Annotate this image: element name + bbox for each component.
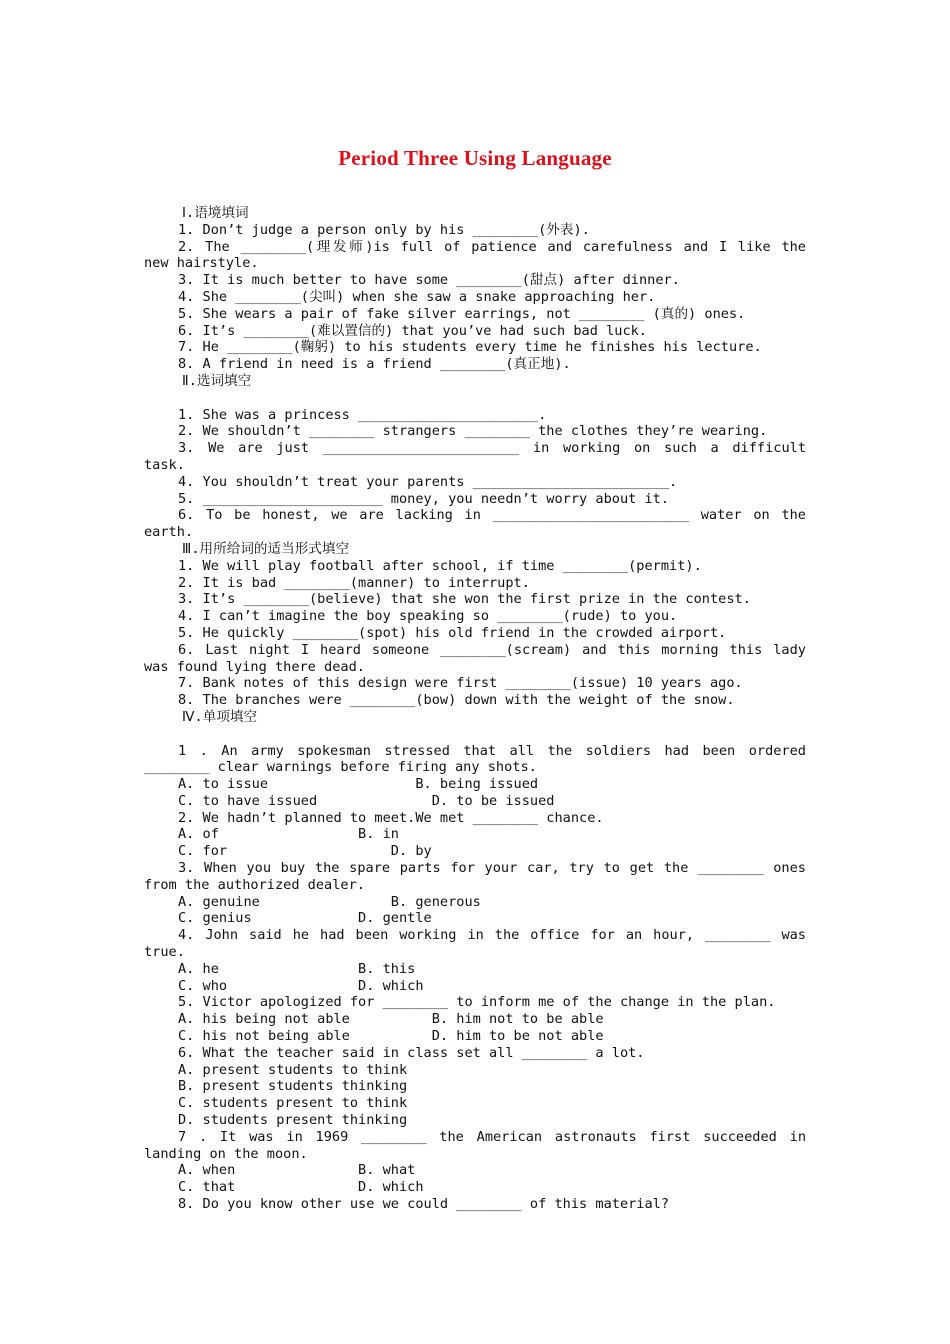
- text-line: was found lying there dead.: [144, 658, 365, 675]
- text-line: 2. We shouldn’t ________ strangers ________ the clothes they’re wearing.: [178, 423, 768, 440]
- text-line: A. present students to think: [178, 1061, 408, 1078]
- text-line: from the authorized dealer.: [144, 876, 365, 893]
- text-line: 3. It’s ________(believe) that she won the first prize in the contest.: [178, 591, 751, 608]
- text-line: 5. ______________________ money, you needn’t worry about it.: [178, 490, 670, 507]
- text-line: 6. Last night I heard someone ________(scream) and this morning this lady: [178, 641, 806, 658]
- section-heading: Ⅲ.用所给词的适当形式填空: [182, 540, 350, 557]
- text-line: C. to have issued D. to be issued: [178, 792, 555, 809]
- text-line: C. for D. by: [178, 843, 432, 860]
- text-line: 6. What the teacher said in class set all ________ a lot.: [178, 1044, 645, 1061]
- text-line: C. his not being able D. him to be not able: [178, 1028, 604, 1045]
- text-line: 5. She wears a pair of fake silver earrings, not ________ (真的) ones.: [178, 305, 746, 322]
- text-line: true.: [144, 944, 185, 961]
- text-line: A. genuine B. generous: [178, 893, 481, 910]
- text-line: 8. Do you know other use we could ________ of this material?: [178, 1196, 670, 1213]
- text-line: earth.: [144, 524, 194, 541]
- text-line: 2. It is bad ________(manner) to interrupt.: [178, 574, 530, 591]
- text-line: A. when B. what: [178, 1162, 416, 1179]
- text-line: C. students present to think: [178, 1095, 408, 1112]
- text-line: 6. To be honest, we are lacking in ________________________ water on the: [178, 507, 806, 524]
- text-line: ________ clear warnings before firing any shots.: [144, 759, 537, 776]
- text-line: 1. She was a princess ______________________.: [178, 406, 547, 423]
- text-line: 6. It’s ________(难以置信的) that you’ve had such bad luck.: [178, 322, 647, 339]
- text-line: A. his being not able B. him not to be able: [178, 1011, 604, 1028]
- text-line: task.: [144, 456, 185, 473]
- text-line: 4. She ________(尖叫) when she saw a snake approaching her.: [178, 288, 656, 305]
- text-line: 5. He quickly ________(spot) his old friend in the crowded airport.: [178, 624, 727, 641]
- text-line: B. present students thinking: [178, 1078, 408, 1095]
- text-line: 1. Don’t judge a person only by his ________(外表).: [178, 221, 590, 238]
- section-heading: Ⅰ.语境填词: [182, 205, 249, 221]
- section-heading: Ⅱ.选词填空: [182, 372, 252, 389]
- text-line: 2. We hadn’t planned to meet.We met ________ chance.: [178, 809, 604, 826]
- text-line: 3. We are just ________________________ in working on such a difficult: [178, 440, 806, 457]
- text-line: C. that D. which: [178, 1179, 424, 1196]
- text-line: 7 . It was in 1969 ________ the American astronauts first succeeded in: [178, 1128, 806, 1145]
- text-line: A. to issue B. being issued: [178, 776, 539, 793]
- text-line: 1. We will play football after school, if time ________(permit).: [178, 557, 702, 574]
- text-line: 3. It is much better to have some ________(甜点) after dinner.: [178, 272, 680, 289]
- text-line: 7. He ________(鞠躬) to his students every time he finishes his lecture.: [178, 339, 762, 356]
- text-line: C. who D. which: [178, 977, 424, 994]
- text-line: D. students present thinking: [178, 1112, 408, 1129]
- blank-line: [144, 726, 806, 743]
- text-line: C. genius D. gentle: [178, 910, 432, 927]
- exercise-body: [144, 205, 806, 1213]
- text-line: new hairstyle.: [144, 255, 259, 272]
- text-line: 3. When you buy the spare parts for your car, try to get the ________ ones: [178, 860, 806, 877]
- text-line: A. he B. this: [178, 960, 416, 977]
- text-line: 8. The branches were ________(bow) down with the weight of the snow.: [178, 692, 735, 709]
- text-line: 1 . An army spokesman stressed that all the soldiers had been ordered: [178, 742, 806, 759]
- blank-line: [144, 390, 806, 407]
- text-line: 5. Victor apologized for ________ to inform me of the change in the plan.: [178, 994, 776, 1011]
- text-line: 4. I can’t imagine the boy speaking so ________(rude) to you.: [178, 608, 678, 625]
- section-heading: Ⅳ.单项填空: [182, 708, 258, 725]
- page-title: Period Three Using Language: [338, 146, 612, 170]
- text-line: 8. A friend in need is a friend ________(真正地).: [178, 356, 571, 373]
- text-line: 4. You shouldn’t treat your parents ________________________.: [178, 473, 678, 490]
- text-line: 2. The ________(理发师)is full of patience and carefulness and I like the: [178, 238, 806, 255]
- text-line: A. of B. in: [178, 826, 399, 843]
- text-line: landing on the moon.: [144, 1145, 308, 1162]
- text-line: 7. Bank notes of this design were first ________(issue) 10 years ago.: [178, 675, 743, 692]
- text-line: 4. John said he had been working in the office for an hour, ________ was: [178, 927, 806, 944]
